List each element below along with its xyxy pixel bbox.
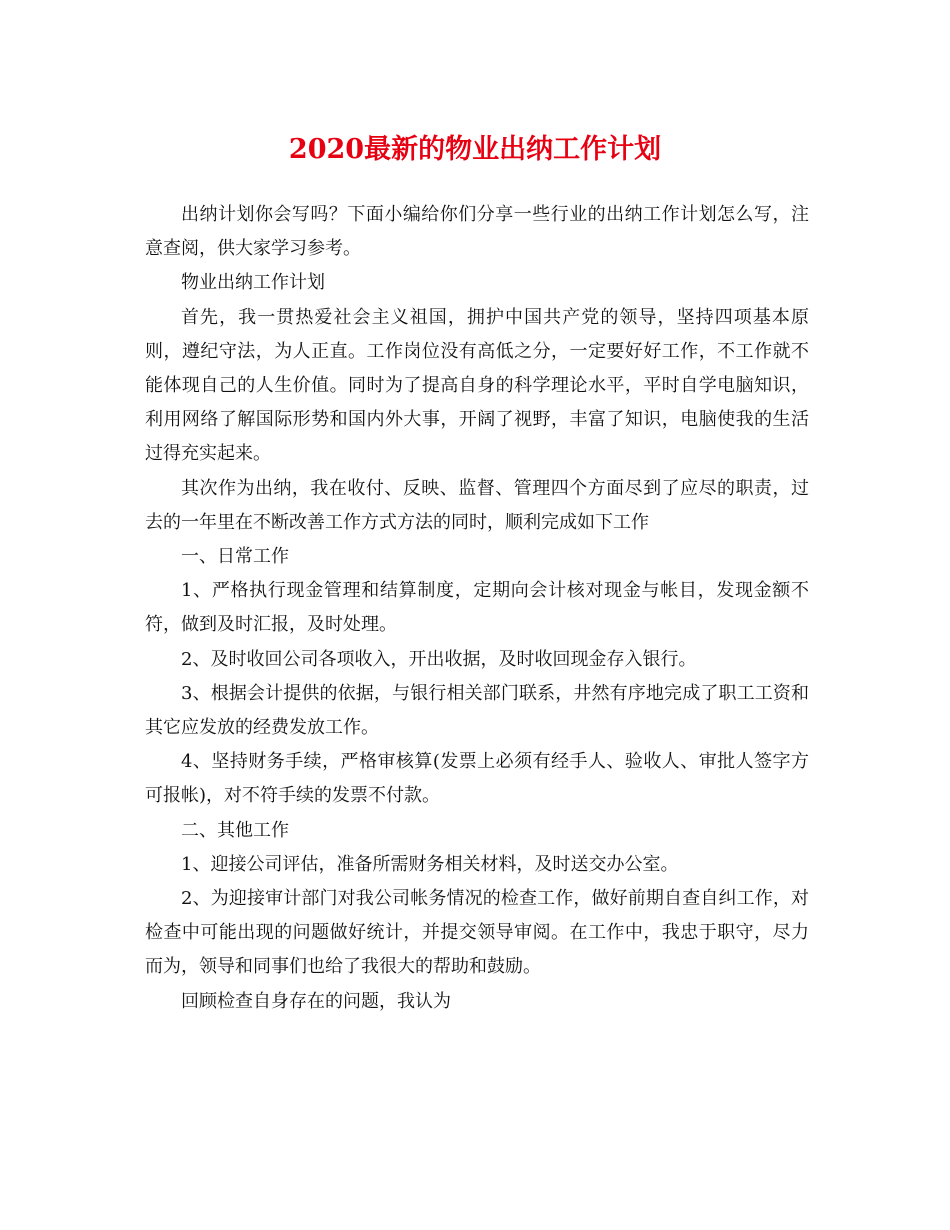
paragraph-first: 首先，我一贯热爱社会主义祖国，拥护中国共产党的领导，坚持四项基本原则，遵纪守法，为人正直。工作岗位没有高低之分，一定要好好工作，不工作就不能体现自己的人生价值。同时为了提高自身的科学理论水平，平时自学电脑知识，利用网络了解国际形势和国内外大事，开阔了视野，丰富了知识，电脑使我的生活过得充实起来。 [145, 306, 809, 465]
document-body [145, 198, 809, 1019]
section-heading-daily-work: 一、日常工作 [181, 546, 289, 568]
paragraph-second: 其次作为出纳，我在收付、反映、监督、管理四个方面尽到了应尽的职责，过去的一年里在不断改善工作方式方法的同时，顺利完成如下工作 [145, 477, 809, 533]
list-item-daily-4: 4、坚持财务手续，严格审核算(发票上必须有经手人、验收人、审批人签字方可报帐)，对不符手续的发票不付款。 [145, 751, 809, 807]
document-title: 2020最新的物业出纳工作计划 [288, 134, 662, 165]
section-heading-other-work: 二、其他工作 [181, 819, 289, 841]
paragraph-intro: 出纳计划你会写吗？下面小编给你们分享一些行业的出纳工作计划怎么写，注意查阅，供大家学习参考。 [145, 204, 809, 260]
paragraph-review: 回顾检查自身存在的问题，我认为 [181, 990, 451, 1012]
paragraph-subtitle: 物业出纳工作计划 [181, 272, 325, 294]
list-item-other-1: 1、迎接公司评估，准备所需财务相关材料，及时送交办公室。 [181, 853, 679, 875]
list-item-daily-3: 3、根据会计提供的依据，与银行相关部门联系，井然有序地完成了职工工资和其它应发放的经费发放工作。 [145, 682, 809, 739]
list-item-other-2: 2、为迎接审计部门对我公司帐务情况的检查工作，做好前期自查自纠工作，对检查中可能出现的问题做好统计，并提交领导审阅。在工作中，我忠于职守，尽力而为，领导和同事们也给了我很大的帮助和鼓励。 [145, 888, 809, 978]
list-item-daily-1: 1、严格执行现金管理和结算制度，定期向会计核对现金与帐目，发现金额不符，做到及时汇报，及时处理。 [145, 580, 809, 636]
list-item-daily-2: 2、及时收回公司各项收入，开出收据，及时收回现金存入银行。 [181, 648, 697, 670]
